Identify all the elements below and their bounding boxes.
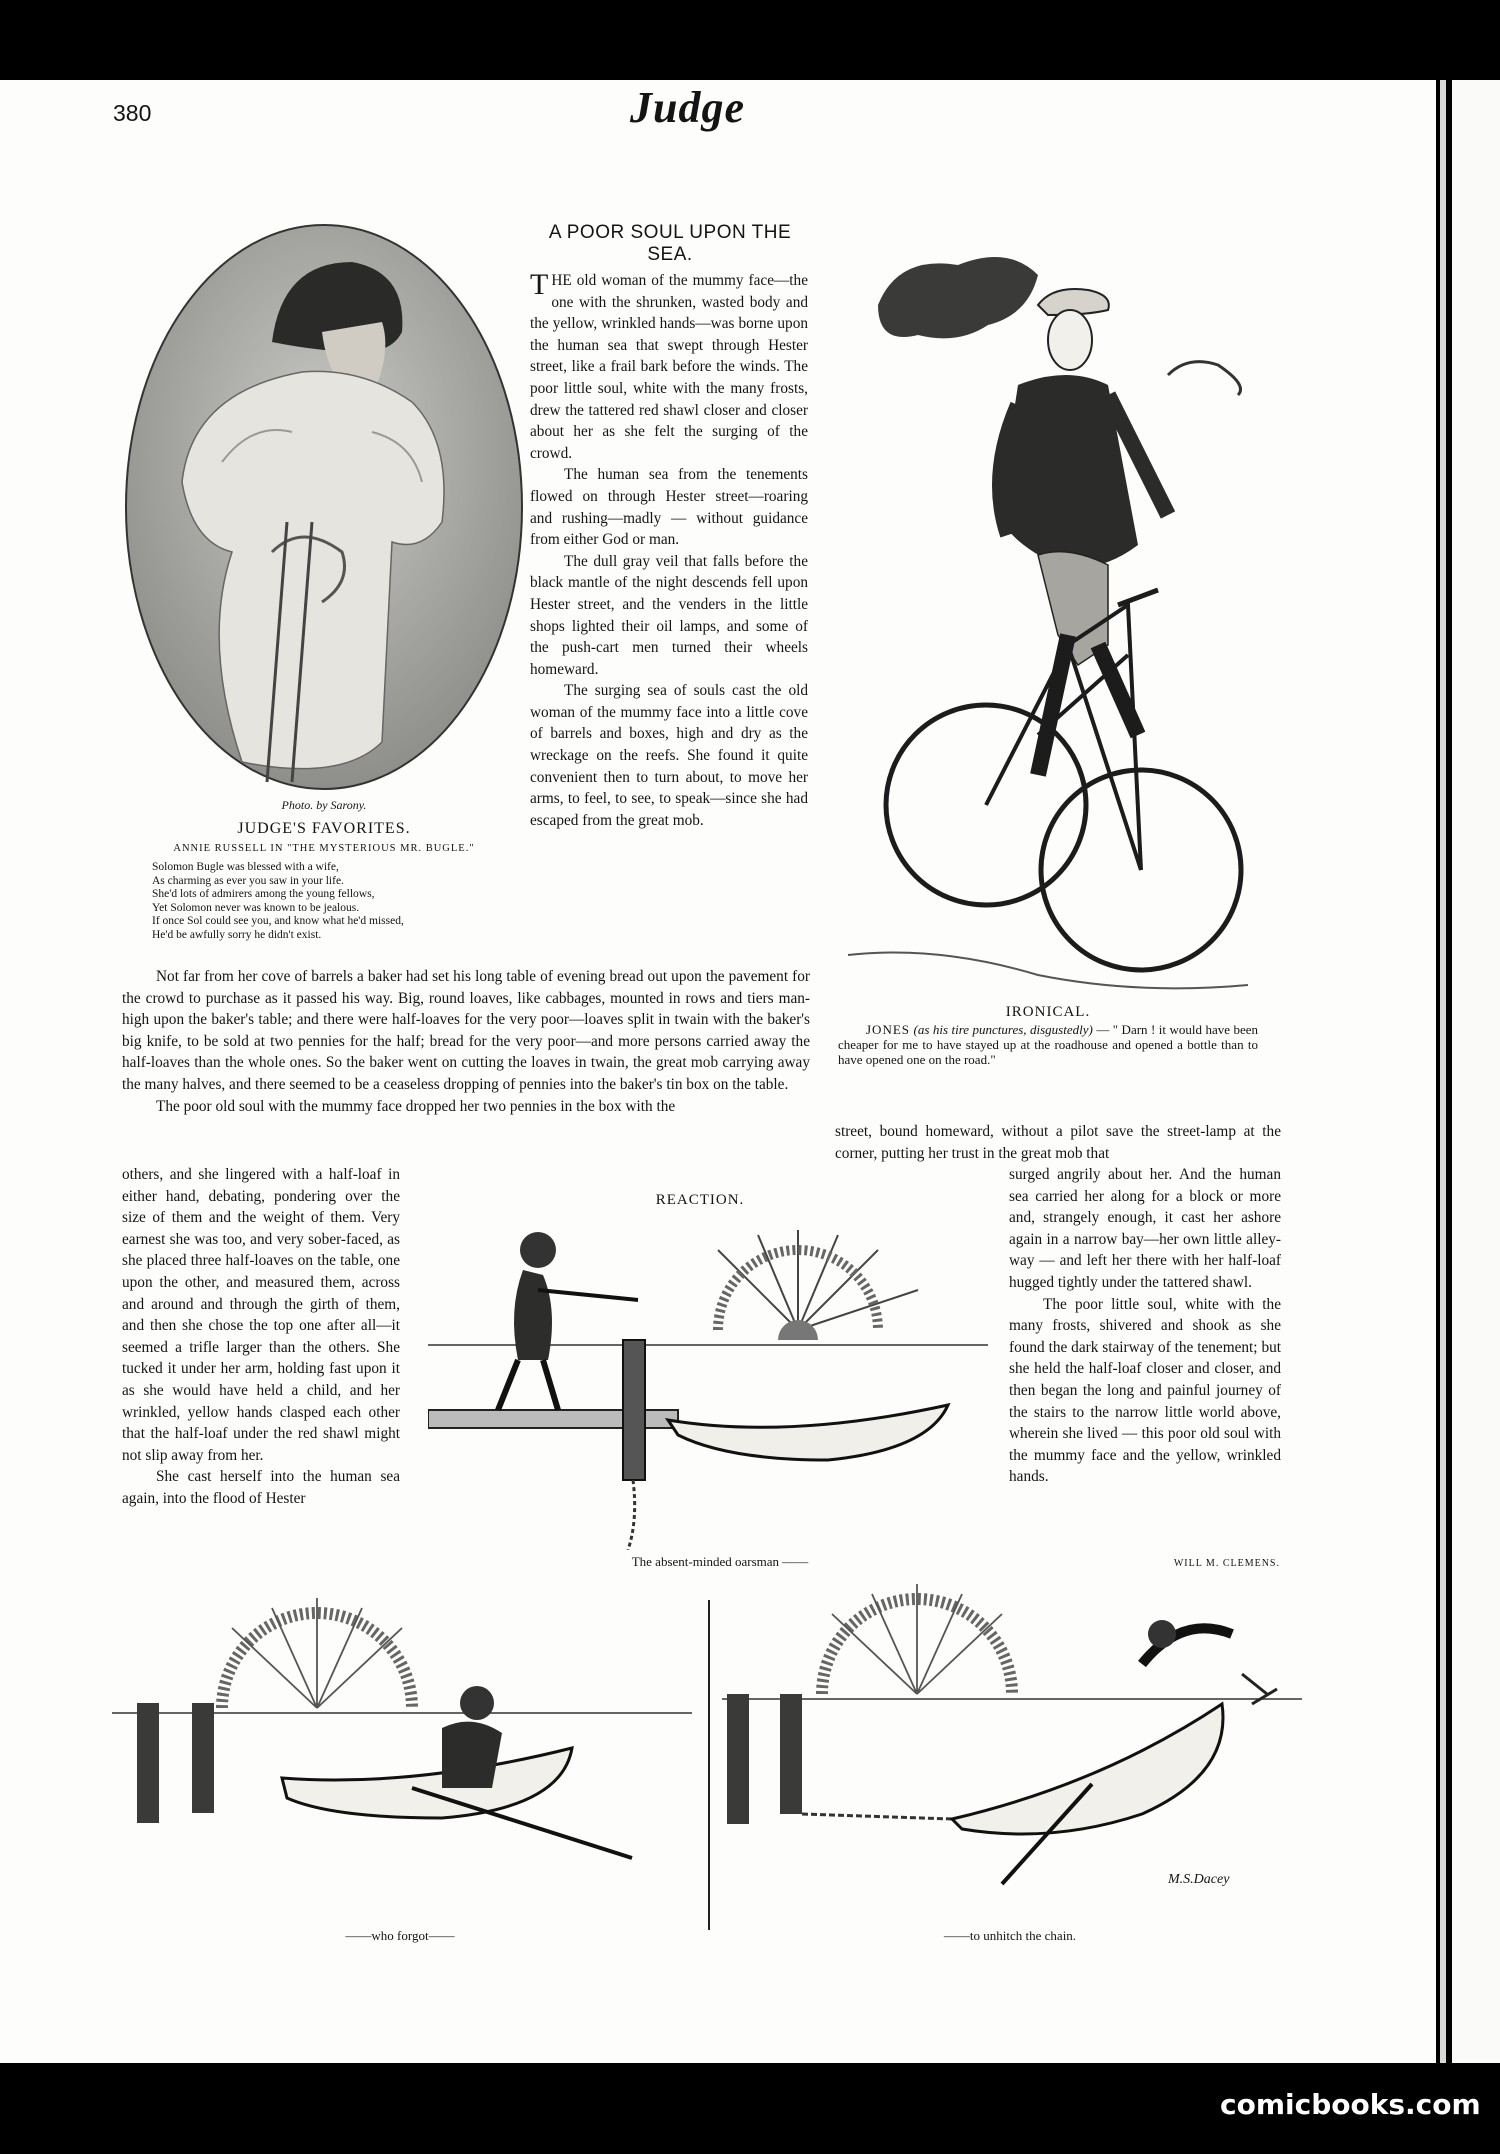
portrait-subtitle: ANNIE RUSSELL IN "THE MYSTERIOUS MR. BUGLE." [173, 843, 475, 854]
cyclist-illustration [838, 215, 1258, 995]
paragraph: The human sea from the tenements flowed on through Hester street—roaring and rushing—madly — without guidance from either God or man. [530, 466, 808, 549]
reaction-caption-3: ——to unhitch the chain. [943, 1928, 1077, 1943]
drop-cap: T [530, 268, 549, 301]
artist-signature: M.S.Dacey [1168, 1872, 1230, 1887]
reaction-caption-1: The absent-minded oarsman —— [631, 1554, 809, 1569]
paragraph: Not far from her cove of barrels a baker had set his long table of evening bread out upon the pavement for the crowd to purchase as it passed his way. Big, round loaves, like cabbages, mounted in rows and tiers man-high upon the baker's table; and there were half-loaves for the very poor—loaves split in twain with the baker's big knife, to be sold at two pennies for the half; bread for the very poor—and more persons carried away the half-loaves than the whole ones. So the baker went on cutting the loaves in twain, the great mob carrying away the many halves, and there seemed to be a ceaseless dropping of pennies into the baker's tin box on the table. [122, 968, 810, 1093]
article-title [530, 222, 810, 266]
cyclist-caption [838, 1022, 1258, 1067]
reaction-panel-1 [428, 1220, 988, 1550]
speaker-name: JONES [866, 1022, 911, 1037]
page-edge [1436, 80, 1500, 2063]
author-signature: WILL M. CLEMENS. [1173, 1558, 1280, 1569]
paragraph: street, bound homeward, without a pilot save the street-lamp at the corner, putting her trust in the great mob that [835, 1123, 1281, 1162]
article-left-column [122, 1164, 400, 1510]
article-wide-text [122, 966, 810, 1117]
paragraph: The poor old soul with the mummy face dropped her two pennies in the box with the [156, 1097, 676, 1115]
reaction-title: REACTION. [655, 1192, 745, 1208]
paragraph: The poor little soul, white with the many frosts, shivered and shook as she found the dark stairway of the tenement; but she held the half-loaf closer and closer, and then began the long and painful journey of the stairs to the narrow little world above, wherein she lived — this poor old soul with the mummy face and the yellow, wrinkled hands. [1009, 1295, 1281, 1486]
portrait-photo [122, 222, 526, 792]
paragraph: others, and she lingered with a half-loaf in either hand, debating, pondering over the size of them and the weight of them. Very earnest she was too, and very sober-faced, as she placed three half-loaves on the table, one upon the other, and measured them, across and around and through the girth of them, and then she chose the top one after all—it seemed a trifle larger than the others. She tucked it under her arm, holding fast upon it as she would have held a child, and her wrinkled, yellow hands clasped each other that the half-loaf under the red shawl might not slip away from her. [122, 1166, 400, 1464]
poem-line: He'd be awfully sorry he didn't exist. [152, 928, 322, 941]
panel-divider [708, 1600, 710, 1930]
poem-line: As charming as ever you saw in your life. [152, 874, 344, 887]
paragraph: HE old woman of the mummy face—the one with the shrunken, wasted body and the yellow, wrinkled hands—was borne upon the human sea that swept through Hester street, like a frail bark before the winds. The poor little soul, white with the many frosts, drew the tattered red shawl closer and closer about her as she felt the surging of the crowd. [530, 272, 808, 462]
stage-direction: (as his tire punctures, disgustedly) [913, 1022, 1093, 1037]
paragraph: The dull gray veil that falls before the black mantle of the night descends fell upon Hester street, and the venders in the little shops lighted their oil lamps, and some of the push-cart men turned their wheels homeward. [530, 552, 808, 678]
photo-credit: Photo. by Sarony. [281, 798, 367, 812]
article-title-line: A POOR SOUL UPON THE [548, 222, 792, 243]
paragraph: She cast herself into the human sea again, into the flood of Hester [122, 1468, 400, 1507]
poem-line: Yet Solomon never was known to be jealous. [152, 901, 360, 914]
portrait-title: JUDGE'S FAVORITES. [237, 820, 411, 837]
poem-line: She'd lots of admirers among the young fellows, [152, 888, 375, 900]
page-number: 380 [113, 100, 152, 126]
reaction-caption-2: ——who forgot—— [345, 1928, 455, 1943]
article-right-column [1009, 1164, 1281, 1488]
portrait-poem [152, 861, 522, 942]
reaction-panel-2 [112, 1588, 692, 1918]
speech-quote: — " Darn ! it would have been cheaper for me to have stayed up at the roadhouse and opened a bottle than to have opened one on the road." [838, 1022, 1258, 1067]
paragraph: The surging sea of souls cast the old woman of the mummy face into a little cove of barrels and boxes, high and dry as the wreckage on the reefs. She found it quite convenient then to turn about, to move her arms, to feel, to see, to speak—since she had escaped from the great mob. [530, 682, 808, 829]
cyclist-title: IRONICAL. [1005, 1004, 1091, 1020]
article-column [530, 270, 808, 831]
watermark: comicbooks.com [1220, 2088, 1481, 2121]
article-title-line: SEA. [647, 244, 693, 265]
article-right-top [835, 1121, 1281, 1164]
paragraph: surged angrily about her. And the human sea carried her along for a block or more and, strangely enough, it cast her ashore again in a narrow bay—her own little alley-way — and left her there with her half-loaf hugged tightly under the tattered shawl. [1009, 1166, 1281, 1291]
masthead-title: Judge [630, 83, 745, 132]
poem-line: Solomon Bugle was blessed with a wife, [152, 861, 339, 873]
poem-line: If once Sol could see you, and know what he'd missed, [152, 915, 404, 927]
